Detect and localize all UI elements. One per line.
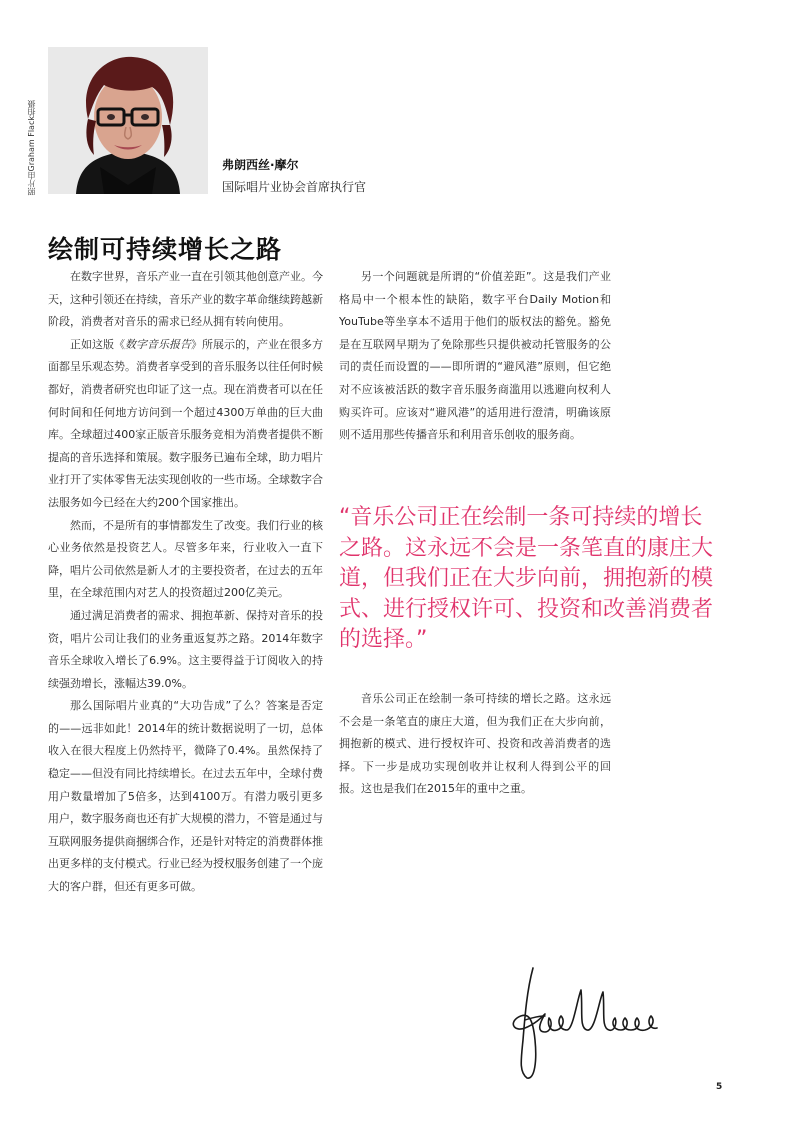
paragraph: 然而，不是所有的事情都发生了改变。我们行业的核心业务依然是投资艺人。尽管多年来，行业收入一直下降，唱片公司依然是新人才的主要投资者，在过去的五年里，在全球范围内对艺人的投资超过200亿美元。 bbox=[48, 518, 323, 600]
right-column-top bbox=[339, 266, 611, 447]
author-portrait bbox=[48, 47, 208, 194]
paragraph: 通过满足消费者的需求、拥抱革新、保持对音乐的投资，唱片公司让我们的业务重返复苏之路。2014年数字音乐全球收入增长了6.9%。这主要得益于订阅收入的持续强劲增长，涨幅达39.0%。 bbox=[48, 608, 323, 690]
report-title: 数字音乐报告 bbox=[125, 337, 191, 351]
right-column-bottom bbox=[339, 688, 611, 801]
author-name: 弗朗西丝·摩尔 bbox=[222, 158, 299, 172]
paragraph: 在数字世界，音乐产业一直在引领其他创意产业。今天，这种引领还在持续，音乐产业的数字革命继续跨越新阶段，消费者对音乐的需求已经从拥有转向使用。 bbox=[48, 270, 323, 329]
paragraph-prefix: 正如这版《 bbox=[70, 337, 125, 351]
page-title: 绘制可持续增长之路 bbox=[48, 235, 283, 264]
photo-credit: 照片由Graham Flack拍摄 bbox=[27, 100, 36, 196]
paragraph-suffix: 》所展示的，产业在很多方面都呈乐观态势。消费者享受到的音乐服务以往任何时候都好，消费者研究也印证了这一点。现在消费者可以在任何时间和任何地方访问到一个超过4300万单曲的巨大曲库。全球超过400家正版音乐服务竞相为消费者提供不断提高的音乐选择和策展。数字服务已遍布全球，助力唱片业打开了实体零售无法实现创收的一些市场。全球数字合法服务如今已经在大约200个国家推出。 bbox=[48, 337, 323, 509]
left-column bbox=[48, 266, 323, 899]
pull-quote: “音乐公司正在绘制一条可持续的增长之路。这永远不会是一条笔直的康庄大道，但我们正在大步向前，拥抱新的模式、进行授权许可、投资和改善消费者的选择。” bbox=[339, 505, 714, 652]
paragraph: 那么国际唱片业真的“大功告成”了么？答案是否定的——远非如此！2014年的统计数据说明了一切，总体收入在很大程度上仍然持平，微降了0.4%。虽然保持了稳定——但没有同比持续增长。在过去五年中，全球付费用户数量增加了5倍多，达到4100万。有潜力吸引更多用户，数字服务商也还有扩大规模的潜力，不管是通过与互联网服务提供商捆绑合作，还是针对特定的消费群体推出更多样的支付模式。行业已经为授权服务创建了一个庞大的客户群，但还有更多可做。 bbox=[48, 699, 323, 894]
paragraph: 音乐公司正在绘制一条可持续的增长之路。这永远不会是一条笔直的康庄大道，但为我们正在大步向前，拥抱新的模式、进行授权许可、投资和改善消费者的选择。下一步是成功实现创收并让权利人得到公平的回报。这也是我们在2015年的重中之重。 bbox=[339, 692, 611, 796]
page-number: 5 bbox=[716, 1082, 723, 1092]
author-title: 国际唱片业协会首席执行官 bbox=[222, 180, 367, 194]
paragraph: 另一个问题就是所谓的“价值差距”。这是我们产业格局中一个根本性的缺陷，数字平台Daily Motion和YouTube等坐享本不适用于他们的版权法的豁免。豁免是在互联网早期为了免除那些只提供被动托管服务的公司的责任而设置的——即所谓的“避风港”原则，但它绝对不应该被活跃的数字音乐服务商滥用以逃避向权利人购买许可。应该对“避风港”的适用进行澄清，明确该原则不适用那些传播音乐和利用音乐创收的服务商。 bbox=[339, 270, 611, 442]
paragraph bbox=[48, 334, 323, 515]
signature bbox=[505, 960, 665, 1085]
